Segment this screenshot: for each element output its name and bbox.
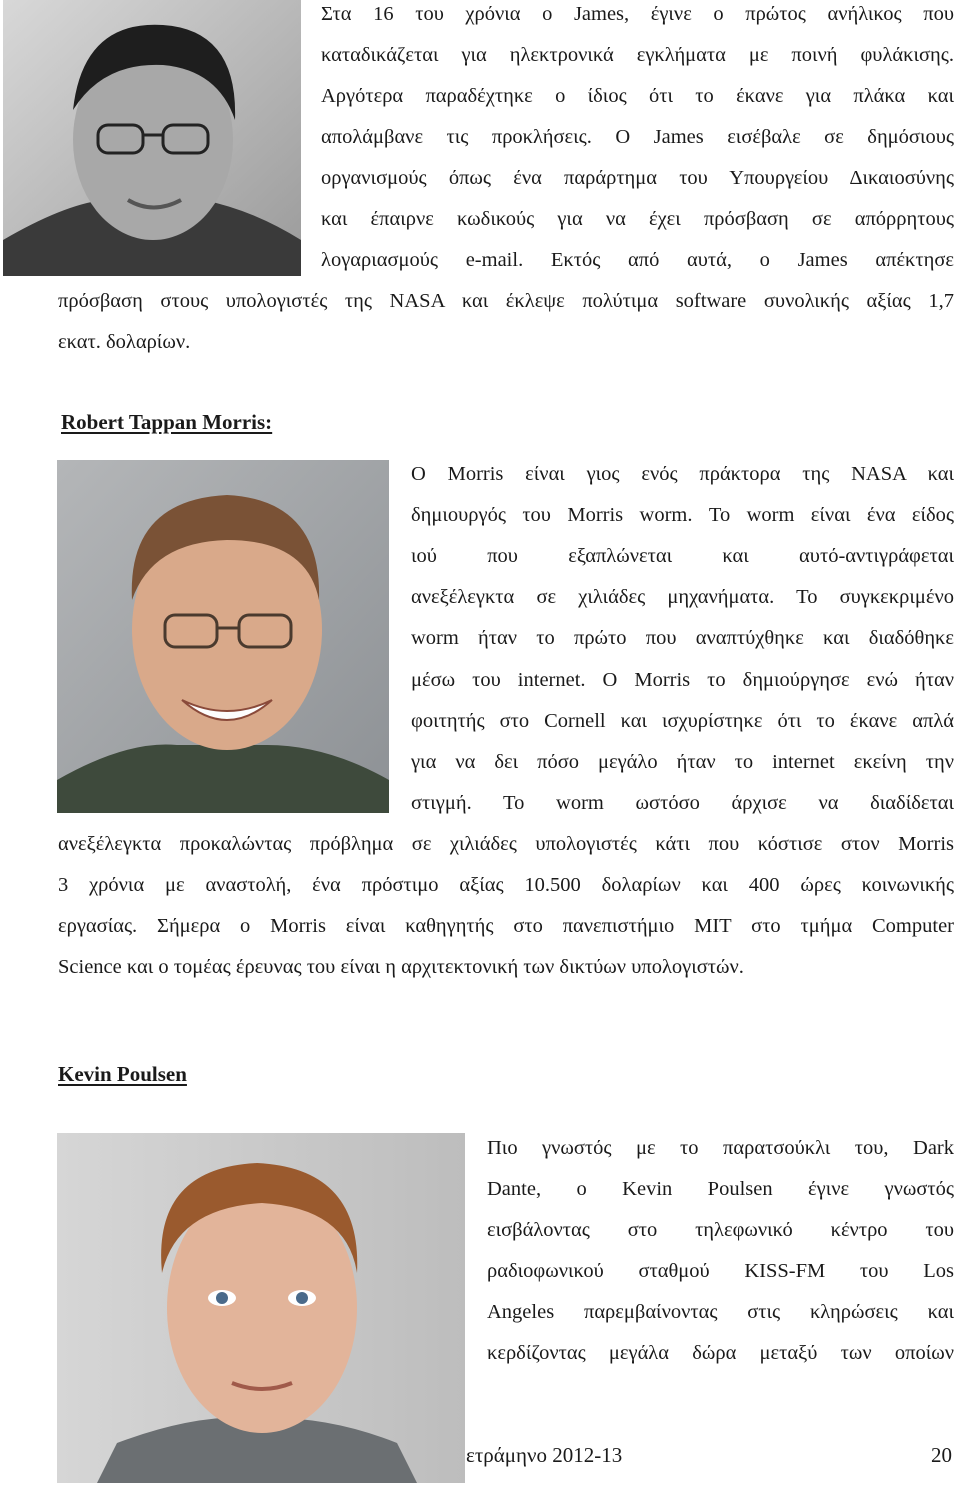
paragraph-line: φοιτητής στο Cornell και ισχυρίστηκε ότι το έκανε απλά — [411, 710, 954, 732]
paragraph-line: εκατ. δολαρίων. — [58, 331, 191, 353]
paragraph-line: κερδίζοντας μεγάλα δώρα μεταξύ των οποίων — [487, 1342, 954, 1364]
paragraph-line: Στα 16 του χρόνια ο James, έγινε ο πρώτος ανήλικος που — [321, 3, 954, 25]
paragraph-line: εισβάλοντας στο τηλεφωνικό κέντρο του — [487, 1219, 954, 1241]
paragraph-line: πρόσβαση στους υπολογιστές της NASA και έκλεψε πολύτιμα software συνολικής αξίας 1,7 — [58, 290, 954, 312]
paragraph-line: Angeles παρεμβαίνοντας στις κληρώσεις και — [487, 1301, 954, 1323]
paragraph-line: worm ήταν το πρώτο που αναπτύχθηκε και διαδόθηκε — [411, 627, 954, 649]
heading-kevin-poulsen: Kevin Poulsen — [58, 1062, 187, 1086]
paragraph-line: Dante, ο Kevin Poulsen έγινε γνωστός — [487, 1178, 954, 1200]
photo-jonathan-james — [3, 0, 301, 276]
paragraph-line: ραδιοφωνικού σταθμού KISS-FM του Los — [487, 1260, 954, 1282]
paragraph-line: στιγμή. Το worm ωστόσο άρχισε να διαδίδεται — [411, 792, 954, 814]
portrait-poulsen-icon — [57, 1133, 465, 1483]
paragraph-line: λογαριασμούς e-mail. Εκτός από αυτά, ο James απέκτησε — [321, 249, 954, 271]
paragraph-line: Πιο γνωστός με το παρατσούκλι του, Dark — [487, 1137, 954, 1159]
photo-robert-morris — [57, 460, 389, 813]
portrait-morris-icon — [57, 460, 389, 813]
paragraph-line: ιού που εξαπλώνεται και αυτό-αντιγράφεται — [411, 545, 954, 567]
heading-robert-morris: Robert Tappan Morris: — [61, 410, 273, 434]
portrait-james-icon — [3, 0, 301, 276]
paragraph-line: απολάμβανε τις προκλήσεις. Ο James εισέβαλε σε δημόσιους — [321, 126, 954, 148]
paragraph-line: μέσω του internet. Ο Morris το δημιούργησε ενώ ήταν — [411, 669, 954, 691]
paragraph-line: Αργότερα παραδέχτηκε ο ίδιος ότι το έκανε για πλάκα και — [321, 85, 954, 107]
page-number: 20 — [931, 1443, 952, 1467]
paragraph-line: καταδικάζεται για ηλεκτρονικά εγκλήματα με ποινή φυλάκισης. — [321, 44, 954, 66]
paragraph-line: δημιουργός του Morris worm. Το worm είναι ένα είδος — [411, 504, 954, 526]
footer-text: ετράμηνο 2012-13 — [466, 1443, 623, 1467]
photo-kevin-poulsen — [57, 1133, 465, 1483]
paragraph-line: για να δει πόσο μεγάλο ήταν το internet εκείνη την — [411, 751, 954, 773]
paragraph-line: ανεξέλεγκτα σε χιλιάδες μηχανήματα. Το συγκεκριμένο — [411, 586, 954, 608]
paragraph-line: 3 χρόνια με αναστολή, ένα πρόστιμο αξίας 10.500 δολαρίων και 400 ώρες κοινωνικής — [58, 874, 954, 896]
paragraph-line: ανεξέλεγκτα προκαλώντας πρόβλημα σε χιλιάδες υπολογιστές κάτι που κόστισε στον Morris — [58, 833, 954, 855]
paragraph-line: εργασίας. Σήμερα ο Morris είναι καθηγητής στο πανεπιστήμιο MIT στο τμήμα Computer — [58, 915, 954, 937]
paragraph-line: Ο Morris είναι γιος ενός πράκτορα της NASA και — [411, 463, 954, 485]
paragraph-line: οργανισμούς όπως ένα παράρτημα του Υπουργείου Δικαιοσύνης — [321, 167, 954, 189]
paragraph-line: Science και ο τομέας έρευνας του είναι η αρχιτεκτονική των δικτύων υπολογιστών. — [58, 956, 744, 978]
paragraph-line: και έπαιρνε κωδικούς για να έχει πρόσβαση σε απόρρητους — [321, 208, 954, 230]
